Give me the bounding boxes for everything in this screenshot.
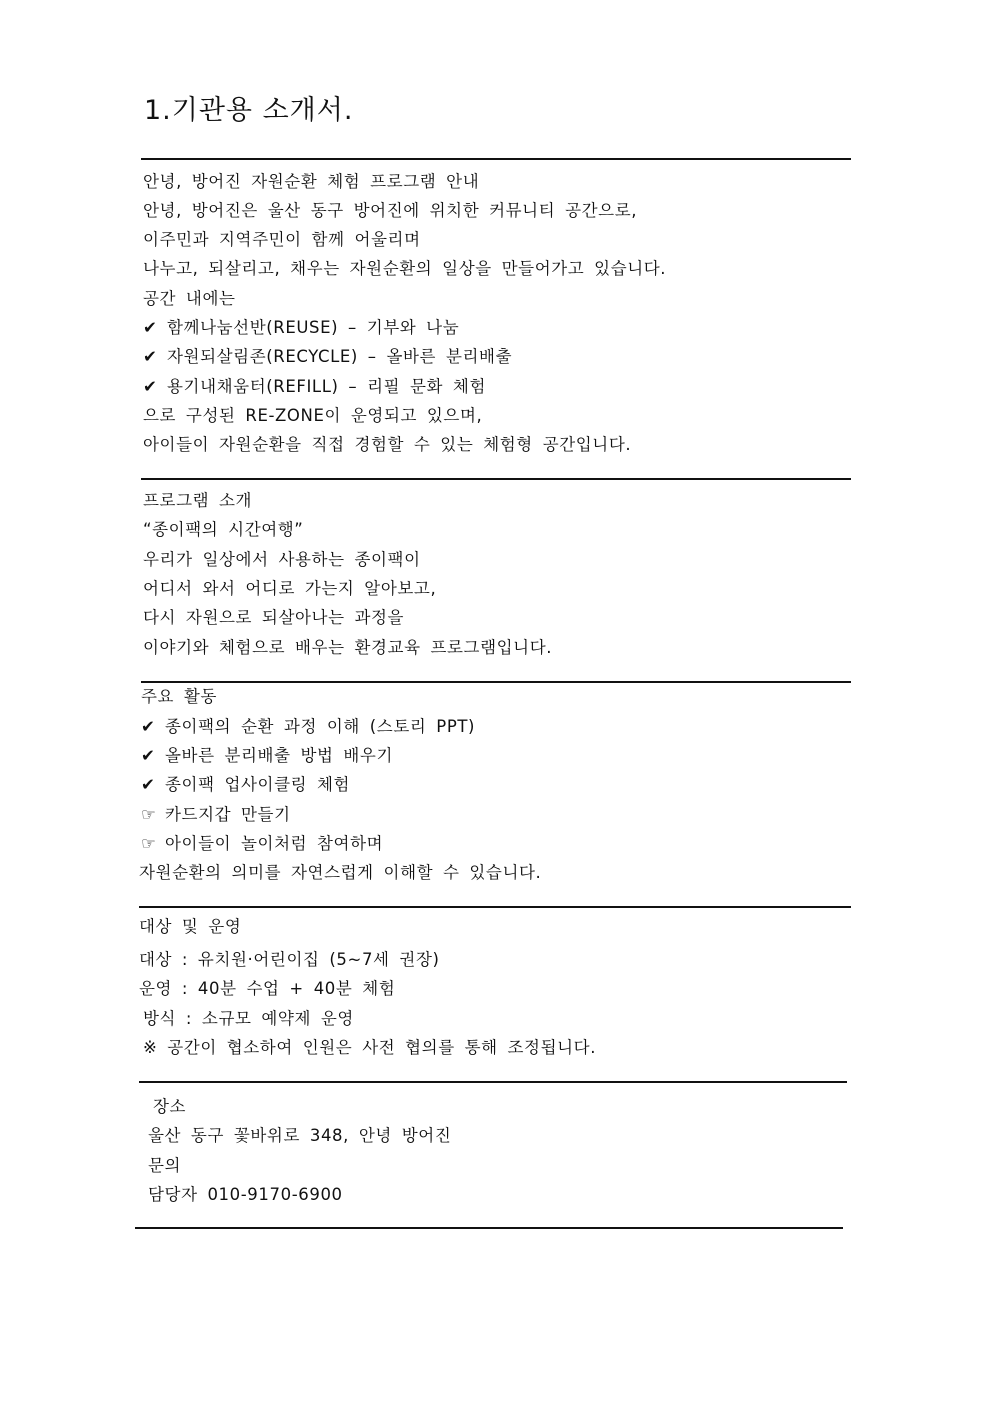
program-heading: 프로그램 소개 [143,491,253,510]
pointing-hand-icon: ☞ [141,834,157,853]
operation-note: ※ 공간이 협소하여 인원은 사전 협의를 통해 조정됩니다. [143,1038,597,1057]
inquiry-label: 문의 [148,1156,182,1175]
intro-line: 이주민과 지역주민이 함께 어울리며 [143,230,421,249]
operation-line: 대상 : 유치원·어린이집 (5~7세 권장) [139,950,440,969]
intro-line: 나누고, 되살리고, 채우는 자원순환의 일상을 만들어가고 있습니다. [143,259,667,278]
activity-item [141,834,383,854]
zone-item-label: 자원되살림존(RECYCLE) – 올바른 분리배출 [167,347,513,366]
program-line: 우리가 일상에서 사용하는 종이팩이 [143,550,421,569]
place-label: 장소 [153,1097,187,1116]
divider [135,1227,843,1229]
intro-line: 안녕, 방어진은 울산 동구 방어진에 위치한 커뮤니티 공간으로, [143,201,638,220]
operation-line: 운영 : 40분 수업 + 40분 체험 [139,979,396,998]
program-line: “종이팩의 시간여행” [143,520,304,539]
check-icon: ✔ [141,717,156,736]
operation-line: 방식 : 소규모 예약제 운영 [143,1009,354,1028]
program-line: 어디서 와서 어디로 가는지 알아보고, [143,579,437,598]
intro-heading: 안녕, 방어진 자원순환 체험 프로그램 안내 [143,172,480,191]
divider [139,1081,847,1083]
place-value: 울산 동구 꽃바위로 348, 안녕 방어진 [148,1126,452,1145]
program-line: 다시 자원으로 되살아나는 과정을 [143,608,405,627]
check-icon: ✔ [141,746,156,765]
check-icon: ✔ [143,377,158,396]
zone-item-label: 용기내채움터(REFILL) – 리필 문화 체험 [167,377,487,396]
zone-item-label: 함께나눔선반(REUSE) – 기부와 나눔 [167,318,460,337]
activity-item-label: 올바른 분리배출 방법 배우기 [165,746,394,765]
program-line: 이야기와 체험으로 배우는 환경교육 프로그램입니다. [143,638,553,657]
activity-item-label: 종이팩 업사이클링 체험 [165,775,351,794]
activity-item-label: 카드지갑 만들기 [165,805,291,824]
zone-item [143,318,459,338]
activity-item [141,746,393,766]
document-title: 1.기관용 소개서. [144,95,354,126]
check-icon: ✔ [143,347,158,366]
divider [141,681,851,683]
activity-item [141,775,350,795]
activity-item-label: 아이들이 놀이처럼 참여하며 [165,834,384,853]
zone-item [143,377,486,397]
activity-item [141,717,475,737]
zone-item [143,347,512,367]
divider [141,478,851,480]
activity-item-label: 종이팩의 순환 과정 이해 (스토리 PPT) [165,717,476,736]
intro-closing-line: 으로 구성된 RE-ZONE이 운영되고 있으며, [143,406,483,425]
divider [139,906,851,908]
activities-closing: 자원순환의 의미를 자연스럽게 이해할 수 있습니다. [139,863,542,882]
pointing-hand-icon: ☞ [141,805,157,824]
divider [141,158,851,160]
operation-heading: 대상 및 운영 [139,917,242,936]
inquiry-value: 담당자 010-9170-6900 [148,1185,343,1204]
check-icon: ✔ [143,318,158,337]
intro-line: 공간 내에는 [143,289,236,308]
intro-closing-line: 아이들이 자원순환을 직접 경험할 수 있는 체험형 공간입니다. [143,435,632,454]
activities-heading: 주요 활동 [141,687,218,706]
activity-item [141,805,291,825]
check-icon: ✔ [141,775,156,794]
